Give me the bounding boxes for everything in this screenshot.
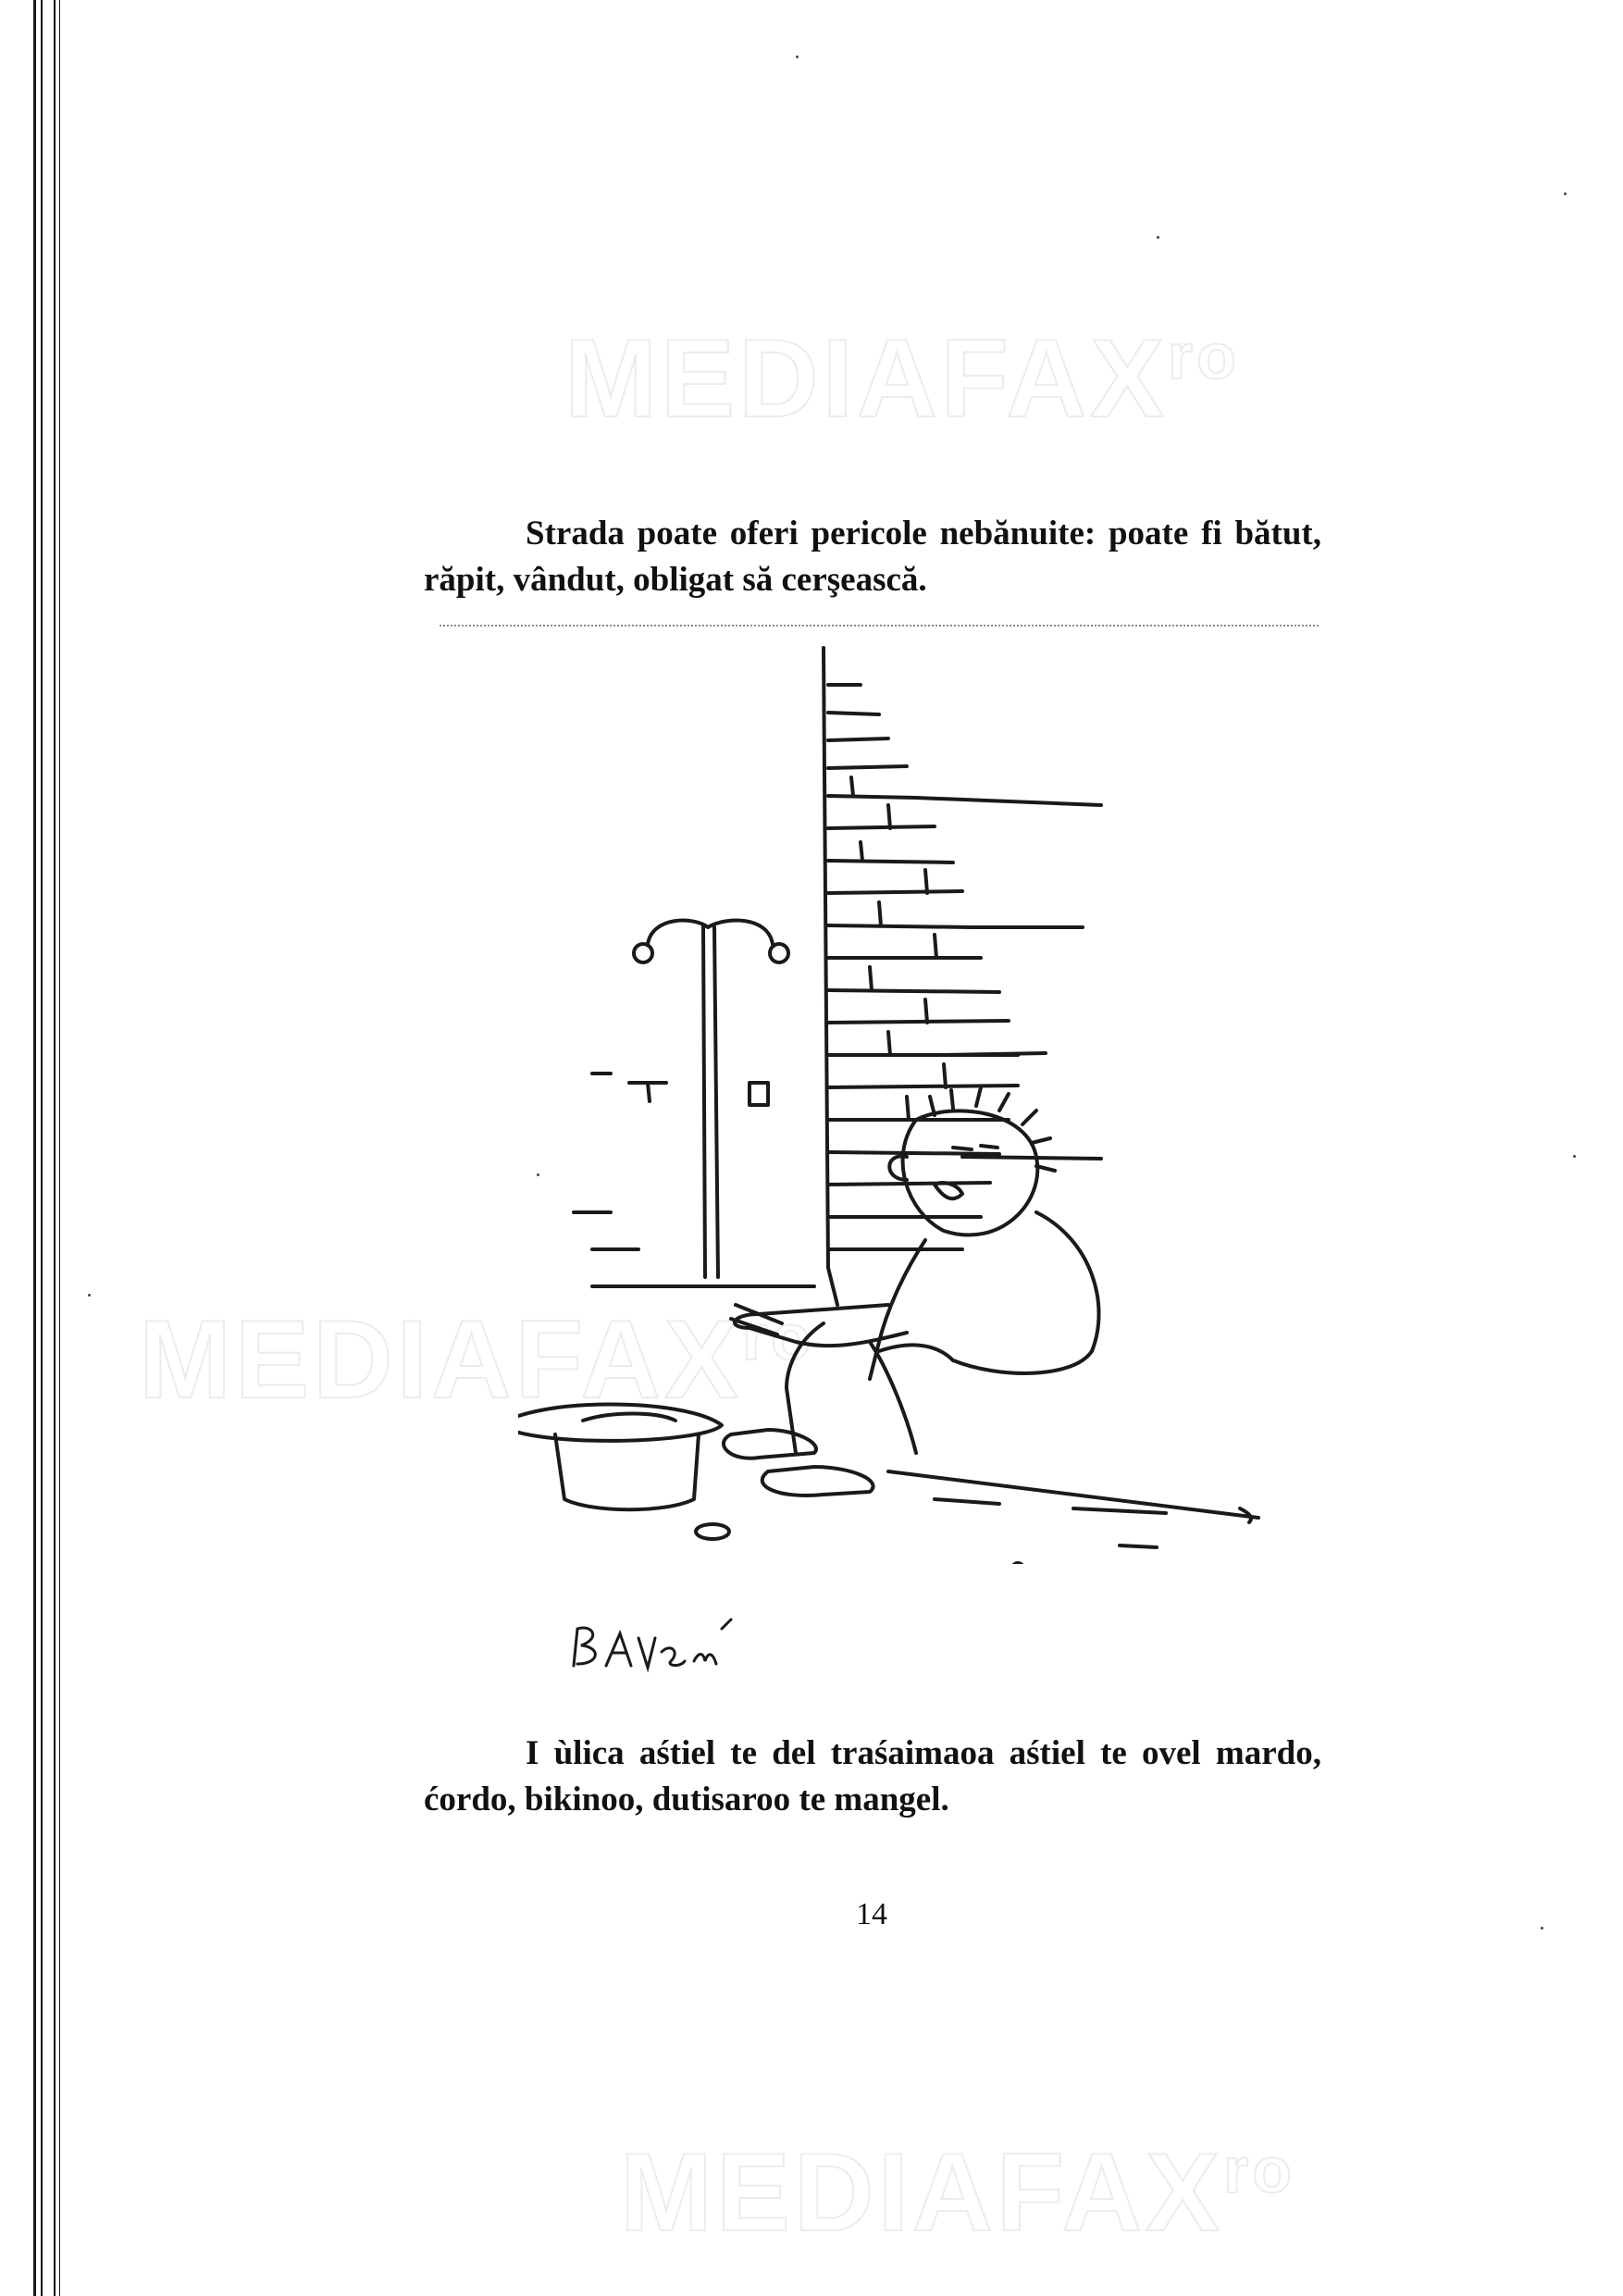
beggar-cartoon-icon (518, 639, 1277, 1564)
scan-speck (88, 1294, 91, 1297)
paragraph-top (424, 511, 1321, 603)
paragraph-bottom-text: I ùlica aśtiel te del traśaimaoa aśtiel te ovel mardo, ćordo, bikinoo, dutisaroo te mangel. (424, 1734, 1321, 1818)
scan-edge-line (54, 0, 56, 2296)
dotted-separator (440, 625, 1319, 627)
paragraph-top-text: Strada poate oferi pericole nebănuite: poate fi bătut, răpit, vândut, obligat să cerşească. (424, 515, 1321, 599)
scan-speck (796, 56, 799, 58)
scan-speck (1573, 1155, 1576, 1158)
watermark-brand: MEDIAFAX (620, 2130, 1224, 2254)
paragraph-bottom (424, 1731, 1321, 1823)
watermark-top (564, 315, 1240, 442)
watermark-brand: MEDIAFAX (139, 1297, 743, 1421)
scan-speck (1157, 236, 1159, 239)
watermark-brand: MEDIAFAX (564, 316, 1169, 441)
scan-edge-line (59, 0, 60, 2296)
signature-icon (564, 1610, 750, 1694)
scan-speck (1541, 1927, 1543, 1930)
scan-edge-line (41, 0, 43, 2296)
page-number: 14 (856, 1897, 887, 1931)
watermark-bottom (620, 2128, 1295, 2256)
watermark-suffix: ro (742, 1301, 815, 1373)
scan-speck (1564, 192, 1567, 195)
watermark-suffix: ro (1223, 2134, 1296, 2206)
scan-edge-line (33, 0, 36, 2296)
scan-speck (537, 1173, 539, 1176)
watermark-suffix: ro (1168, 320, 1241, 392)
